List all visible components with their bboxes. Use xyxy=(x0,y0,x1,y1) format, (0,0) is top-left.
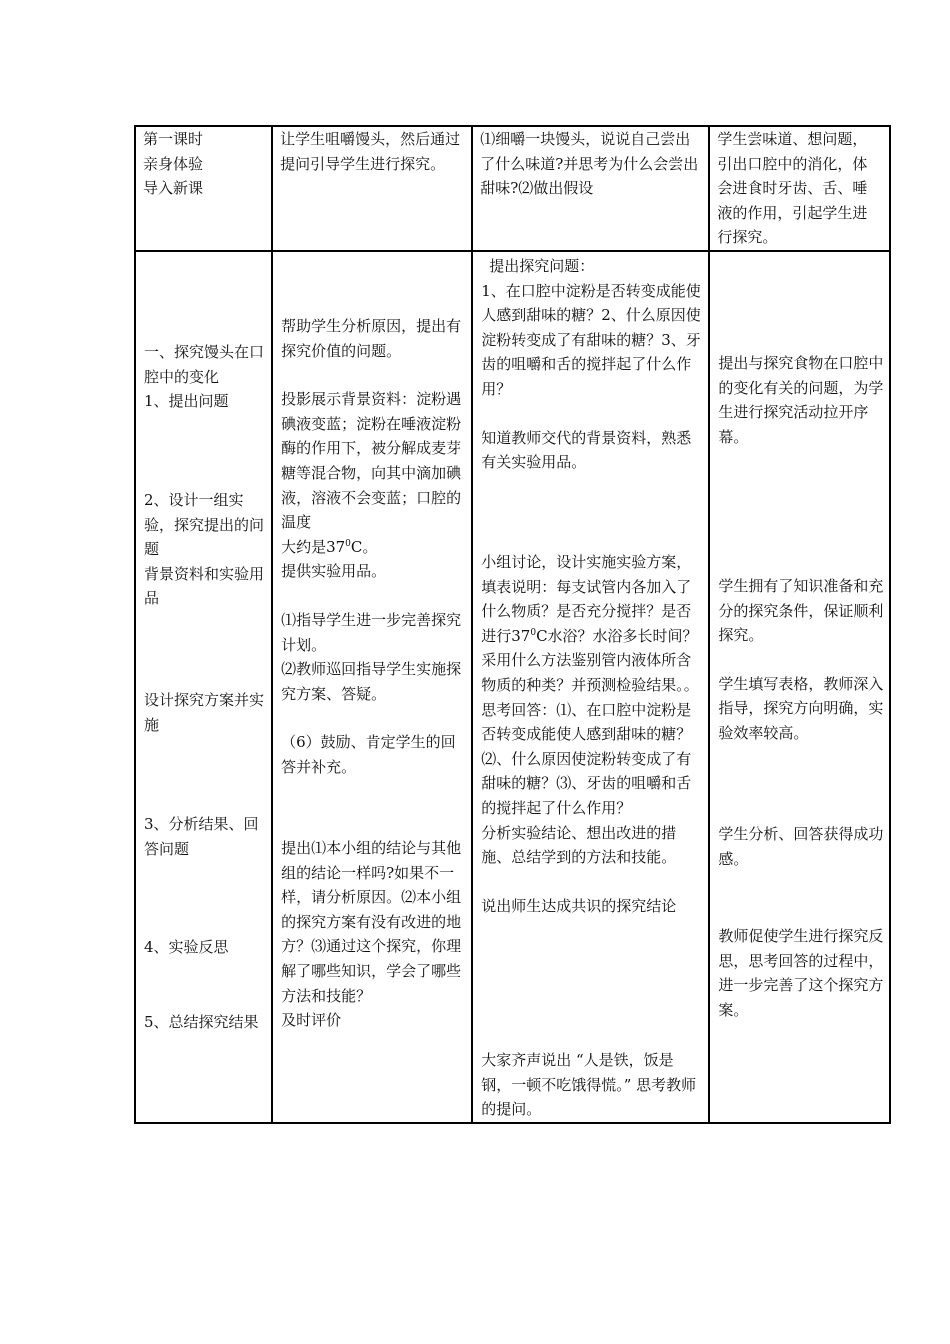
text-block: 学生拥有了知识准备和充分的探究条件，保证顺利探究。 学生填写表格，教师深入指导，探究方向明确，实验效率较高。 xyxy=(718,576,884,742)
cell-design-intent xyxy=(709,251,890,1123)
lesson-plan-table xyxy=(134,125,891,1124)
table-row xyxy=(135,251,890,1123)
text-block: 学生分析、回答获得成功感。 xyxy=(718,824,884,868)
text-block: 提出⑴本小组的结论与其他组的结论一样吗?如果不一样，请分析原因。⑵本小组的探究方案有没有改进的地方？⑶通过这个探究，你理解了哪些知识，学会了哪些方法和技能？ 及时评价 xyxy=(281,838,462,1030)
text-block: 2、设计一组实验，探究提出的问题 背景资料和实验用品 xyxy=(144,490,265,608)
text-block: 3、分析结果、回答问题 xyxy=(144,814,259,858)
cell-teacher-activity xyxy=(272,251,472,1123)
stage-line: 亲身体验 xyxy=(143,154,204,173)
text-block: 大家齐声说出 “人是铁，饭是钢，一顿不吃饿得慌。” 思考教师的提问。 xyxy=(481,1050,697,1119)
text-block: 小组讨论，设计实施实验方案，填表说明：每支试管内各加入了什么物质？是否充分搅拌？是否进行$37^0C$水浴？水浴多长时间？采用什么方法鉴别管内液体所含物质的种类？并预测检验结果。。 思考回答：⑴、在口腔中淀粉是否转变成能使人感到甜味的糖？⑵、什么原因使淀粉转变成了有甜味的糖？⑶、牙齿的咀嚼和舌的搅拌起了什么作用？ 分析实验结论、想出改进的措施、总结学到的方法和技能。 说出师生达成共识的探究结论 xyxy=(481,552,699,915)
table-row xyxy=(135,126,890,251)
text-block: 设计探究方案并实施 xyxy=(144,690,265,734)
cell-teacher-activity: 让学生咀嚼馒头，然后通过提问引导学生进行探究。 xyxy=(272,126,472,251)
cell-stage xyxy=(135,126,272,251)
text-block: 提出与探究食物在口腔中的变化有关的问题，为学生进行探究活动拉开序幕。 xyxy=(718,353,884,446)
text-block: 一、探究馒头在口腔中的变化 1、提出问题 xyxy=(144,342,265,411)
temperature-line: 大约是$37^0C$。 xyxy=(281,537,378,556)
text-block: 提出探究问题： 1、在口腔中淀粉是否转变成能使人感到甜味的糖？2、什么原因使淀粉转变成了有甜味的糖？3、牙齿的咀嚼和舌的搅拌起了什么作用？ 知道教师交代的背景资料，熟悉有关实验用品。 xyxy=(481,256,701,472)
cell-student-activity: ⑴细嚼一块馒头，说说自己尝出了什么味道?并思考为什么会尝出甜味?⑵做出假设 xyxy=(472,126,709,251)
text-block: 5、总结探究结果 xyxy=(144,1012,259,1031)
cell-student-activity xyxy=(472,251,709,1123)
cell-stage xyxy=(135,251,272,1123)
stage-line: 第一课时 xyxy=(143,130,204,148)
text-block: 4、实验反思 xyxy=(144,937,229,956)
stage-line: 导入新课 xyxy=(143,179,204,198)
text-block: 帮助学生分析原因，提出有探究价值的问题。 投影展示背景资料：淀粉遇碘液变蓝；淀粉在唾液淀粉酶的作用下，被分解成麦芽糖等混合物，向其中滴加碘液，溶液不会变蓝；口腔的温度 大约是$37^0C$。 提供实验用品。 ⑴指导学生进一步完善探究计划。 ⑵教师巡回指导学生实施探究方案、答疑。 （6）鼓励、肯定学生的回答并补充。 xyxy=(281,314,466,780)
cell-design-intent: 学生尝味道、想问题，引出口腔中的消化，体会进食时牙齿、舌、唾液的作用，引起学生进行探究。 xyxy=(709,126,890,251)
text-block: 教师促使学生进行探究反思，思考回答的过程中，进一步完善了这个探究方案。 xyxy=(718,926,884,1019)
